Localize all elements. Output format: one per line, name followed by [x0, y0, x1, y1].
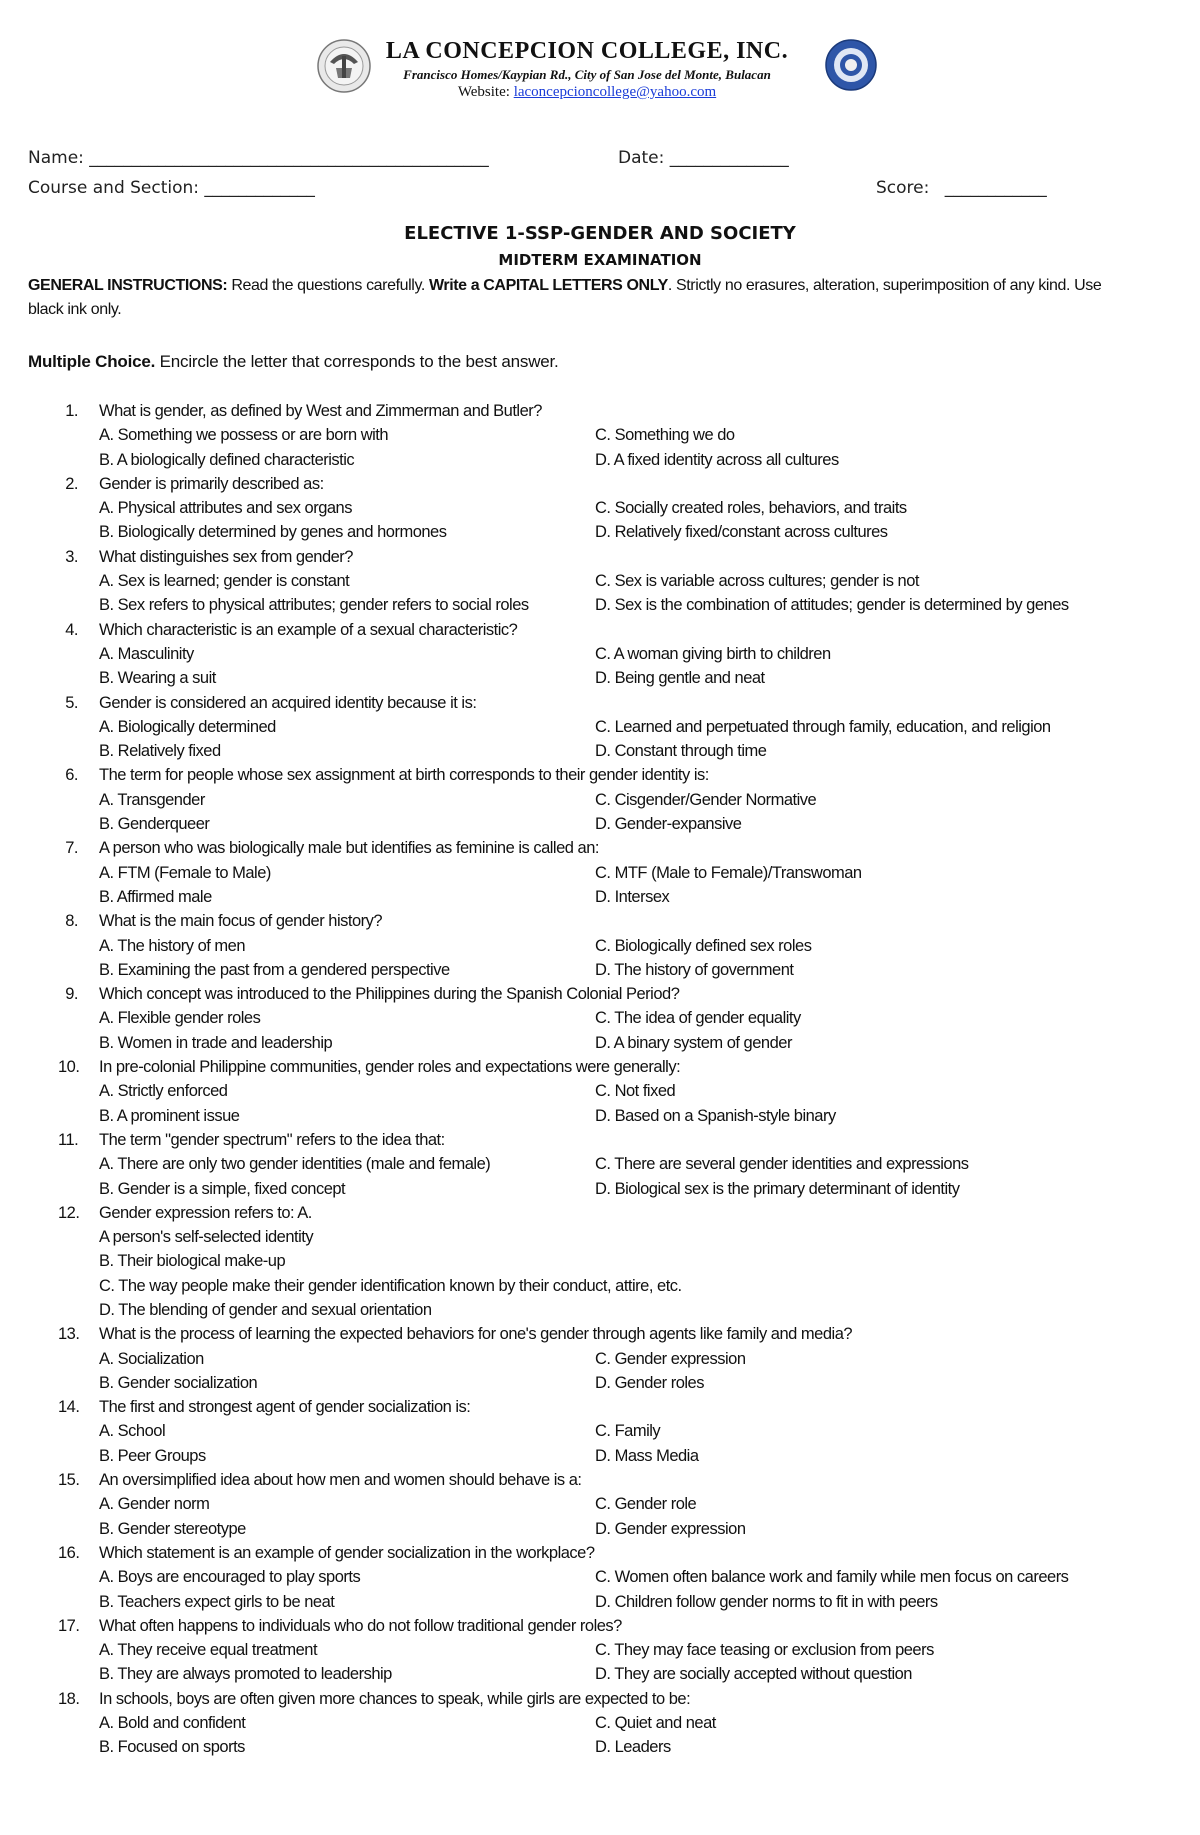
question-number: 12. — [58, 1203, 80, 1222]
question-item — [0, 545, 1200, 618]
option-d[interactable]: D. Based on a Spanish-style binary — [595, 1106, 836, 1125]
option-a[interactable]: A. Bold and confident — [99, 1714, 246, 1733]
college-name: LA CONCEPCION COLLEGE, INC. — [385, 38, 789, 64]
multiple-choice-heading — [28, 352, 559, 372]
option-c[interactable]: C. Cisgender/Gender Normative — [595, 790, 817, 809]
option-b[interactable]: B. Examining the past from a gendered perspective — [99, 960, 450, 979]
exam-subtitle: MIDTERM EXAMINATION — [498, 251, 702, 269]
instructions-text-2: . Strictly no erasures, alteration, superimposition of any kind. Use — [667, 277, 1102, 294]
option-a[interactable]: A. There are only two gender identities (male and female) — [99, 1155, 491, 1174]
option-b[interactable]: B. Teachers expect girls to be neat — [99, 1592, 335, 1611]
question-text: Which characteristic is an example of a sexual characteristic? — [99, 620, 518, 639]
option-c[interactable]: C. The way people make their gender identification known by their conduct, attire, etc. — [99, 1276, 682, 1295]
option-c[interactable]: C. Women often balance work and family while men focus on careers — [595, 1568, 1069, 1587]
option-b[interactable]: B. Wearing a suit — [99, 669, 216, 688]
section-label: Multiple Choice. — [28, 352, 156, 371]
option-a[interactable]: A. Masculinity — [99, 644, 194, 663]
option-b[interactable]: B. A biologically defined characteristic — [99, 450, 355, 469]
option-c[interactable]: C. Biologically defined sex roles — [595, 936, 812, 955]
instructions-text-1: Read the questions carefully. — [227, 277, 429, 294]
option-a[interactable]: A. Physical attributes and sex organs — [99, 499, 352, 518]
option-b[interactable]: B. They are always promoted to leadership — [99, 1665, 392, 1684]
option-a[interactable]: A. The history of men — [99, 936, 246, 955]
question-text: The term for people whose sex assignment at birth corresponds to their gender identity is: — [99, 766, 709, 785]
question-text: What is the process of learning the expected behaviors for one's gender through agents like family and media? — [99, 1325, 853, 1344]
option-c[interactable]: C. Quiet and neat — [595, 1714, 716, 1733]
score-label: Score: — [876, 178, 930, 198]
course-section-field[interactable]: Course and Section: _____________ — [28, 178, 315, 198]
question-number: 7. — [65, 839, 78, 858]
option-a[interactable]: A. Flexible gender roles — [99, 1009, 261, 1028]
option-c[interactable]: C. Sex is variable across cultures; gender is not — [595, 572, 919, 591]
option-d[interactable]: D. Leaders — [595, 1738, 671, 1757]
option-c[interactable]: C. Socially created roles, behaviors, and traits — [595, 499, 907, 518]
question-text: What is the main focus of gender history? — [99, 912, 383, 931]
option-b[interactable]: B. Peer Groups — [99, 1446, 206, 1465]
question-text: Gender is primarily described as: — [99, 474, 324, 493]
question-text: What distinguishes sex from gender? — [99, 547, 353, 566]
option-d[interactable]: D. A binary system of gender — [595, 1033, 792, 1052]
letterhead — [0, 38, 1200, 101]
question-number: 4. — [65, 620, 78, 639]
question-item — [0, 1322, 1200, 1395]
option-c[interactable]: C. They may face teasing or exclusion from peers — [595, 1641, 934, 1660]
question-text: In pre-colonial Philippine communities, gender roles and expectations were generally: — [99, 1058, 681, 1077]
option-a[interactable]: A. Strictly enforced — [99, 1082, 228, 1101]
option-a[interactable]: A. Boys are encouraged to play sports — [99, 1568, 361, 1587]
question-number: 10. — [58, 1058, 80, 1077]
option-c[interactable]: C. Not fixed — [595, 1082, 676, 1101]
question-text: Gender expression refers to: A. — [99, 1203, 312, 1222]
option-a[interactable]: A. Biologically determined — [99, 717, 276, 736]
question-item — [0, 1468, 1200, 1541]
option-b[interactable]: B. Relatively fixed — [99, 742, 221, 761]
question-list — [0, 399, 1200, 1760]
option-c[interactable]: C. Gender role — [595, 1495, 697, 1514]
option-b[interactable]: B. Focused on sports — [99, 1738, 245, 1757]
option-d[interactable]: D. Constant through time — [595, 742, 767, 761]
question-item — [0, 1541, 1200, 1614]
website-label: Website: — [457, 84, 510, 100]
option-c[interactable]: C. The idea of gender equality — [595, 1009, 801, 1028]
question-number: 5. — [65, 693, 78, 712]
question-number: 3. — [65, 547, 78, 566]
question-number: 15. — [58, 1471, 80, 1490]
question-text: What often happens to individuals who do not follow traditional gender roles? — [99, 1616, 622, 1635]
option-b[interactable]: B. Affirmed male — [99, 887, 212, 906]
option-b[interactable]: B. Genderqueer — [99, 815, 210, 834]
question-item — [0, 909, 1200, 982]
question-number: 14. — [58, 1398, 80, 1417]
option-b[interactable]: B. Their biological make-up — [99, 1252, 286, 1271]
option-a[interactable]: A. School — [99, 1422, 166, 1441]
question-text: In schools, boys are often given more chances to speak, while girls are expected to be: — [99, 1689, 691, 1708]
instructions-label: GENERAL INSTRUCTIONS: — [28, 277, 228, 294]
option-a[interactable]: A. Socialization — [99, 1349, 204, 1368]
option-d[interactable]: D. A fixed identity across all cultures — [595, 450, 839, 469]
option-d[interactable]: D. Gender roles — [595, 1373, 704, 1392]
question-item — [0, 1687, 1200, 1760]
question-number: 17. — [58, 1616, 80, 1635]
question-item — [0, 472, 1200, 545]
question-item — [0, 836, 1200, 909]
question-item — [0, 1395, 1200, 1468]
website-email-link[interactable]: laconcepcioncollege@yahoo.com — [513, 84, 717, 100]
option-c[interactable]: C. Gender expression — [595, 1349, 746, 1368]
name-field[interactable]: Name: _______________________________________________ — [28, 148, 489, 168]
question-text: The first and strongest agent of gender socialization is: — [99, 1398, 471, 1417]
question-number: 9. — [65, 985, 78, 1004]
option-d[interactable]: D. Gender expression — [595, 1519, 746, 1538]
score-blank[interactable]: ____________ — [944, 178, 1047, 198]
general-instructions — [28, 274, 1178, 298]
question-number: 1. — [65, 402, 78, 420]
option-c[interactable]: C. Learned and perpetuated through family, education, and religion — [595, 717, 1051, 736]
college-website — [0, 84, 1200, 101]
question-item — [0, 399, 1200, 472]
section-text: Encircle the letter that corresponds to the best answer. — [155, 352, 559, 371]
option-d[interactable]: D. Mass Media — [595, 1446, 699, 1465]
question-text: The term "gender spectrum" refers to the idea that: — [99, 1130, 445, 1149]
option-d[interactable]: D. The blending of gender and sexual orientation — [99, 1300, 432, 1319]
exam-title: ELECTIVE 1-SSP-GENDER AND SOCIETY — [404, 223, 796, 244]
option-b[interactable]: B. Gender stereotype — [99, 1519, 246, 1538]
option-a[interactable]: A. Gender norm — [99, 1495, 210, 1514]
question-number: 18. — [58, 1689, 80, 1708]
option-d[interactable]: D. Gender-expansive — [595, 815, 742, 834]
option-c[interactable]: C. Something we do — [595, 426, 735, 445]
question-number: 8. — [65, 912, 78, 931]
question-text: A person who was biologically male but identifies as feminine is called an: — [99, 839, 599, 858]
option-b[interactable]: B. A prominent issue — [99, 1106, 240, 1125]
option-b[interactable]: B. Gender socialization — [99, 1373, 258, 1392]
question-text: Gender is considered an acquired identity because it is: — [99, 693, 477, 712]
option-a[interactable]: A. Sex is learned; gender is constant — [99, 572, 350, 591]
question-text: Which statement is an example of gender socialization in the workplace? — [99, 1543, 595, 1562]
question-item — [0, 1128, 1200, 1201]
option-line[interactable]: A person's self-selected identity — [99, 1228, 314, 1247]
option-d[interactable]: D. Children follow gender norms to fit in with peers — [595, 1592, 938, 1611]
option-d[interactable]: D. Sex is the combination of attitudes; gender is determined by genes — [595, 596, 1069, 615]
option-c[interactable]: C. There are several gender identities and expressions — [595, 1155, 969, 1174]
question-12 — [0, 1201, 1200, 1322]
question-number: 6. — [65, 766, 78, 785]
option-b[interactable]: B. Gender is a simple, fixed concept — [99, 1179, 346, 1198]
instructions-line-2: black ink only. — [28, 301, 122, 318]
question-number: 13. — [58, 1325, 80, 1344]
option-a[interactable]: A. Transgender — [99, 790, 205, 809]
question-item — [0, 691, 1200, 764]
option-c[interactable]: C. A woman giving birth to children — [595, 644, 831, 663]
question-number: 2. — [65, 474, 78, 493]
option-a[interactable]: A. FTM (Female to Male) — [99, 863, 271, 882]
option-d[interactable]: D. Being gentle and neat — [595, 669, 765, 688]
option-d[interactable]: D. Biological sex is the primary determinant of identity — [595, 1179, 960, 1198]
question-item — [0, 618, 1200, 691]
option-d[interactable]: D. The history of government — [595, 960, 794, 979]
college-address: Francisco Homes/Kaypian Rd., City of San Jose del Monte, Bulacan — [403, 67, 771, 82]
option-d[interactable]: D. They are socially accepted without question — [595, 1665, 912, 1684]
option-a[interactable]: A. Something we possess or are born with — [99, 426, 389, 445]
option-d[interactable]: D. Relatively fixed/constant across cultures — [595, 523, 888, 542]
question-text: An oversimplified idea about how men and women should behave is a: — [99, 1471, 582, 1490]
question-item — [0, 982, 1200, 1055]
question-item — [0, 1614, 1200, 1687]
question-text: Which concept was introduced to the Philippines during the Spanish Colonial Period? — [99, 985, 680, 1004]
instructions-capital-note: Write a CAPITAL LETTERS ONLY — [428, 277, 668, 294]
option-c[interactable]: C. Family — [595, 1422, 661, 1441]
question-number: 16. — [58, 1543, 80, 1562]
option-b[interactable]: B. Sex refers to physical attributes; gender refers to social roles — [99, 596, 529, 615]
question-text: What is gender, as defined by West and Zimmerman and Butler? — [99, 402, 542, 420]
question-item — [0, 763, 1200, 836]
question-item — [0, 1055, 1200, 1128]
score-field[interactable] — [876, 178, 1047, 198]
option-d[interactable]: D. Intersex — [595, 887, 670, 906]
option-b[interactable]: B. Biologically determined by genes and hormones — [99, 523, 447, 542]
option-c[interactable]: C. MTF (Male to Female)/Transwoman — [595, 863, 862, 882]
option-b[interactable]: B. Women in trade and leadership — [99, 1033, 333, 1052]
option-a[interactable]: A. They receive equal treatment — [99, 1641, 318, 1660]
date-field[interactable]: Date: ______________ — [618, 148, 789, 168]
question-number: 11. — [58, 1130, 79, 1149]
